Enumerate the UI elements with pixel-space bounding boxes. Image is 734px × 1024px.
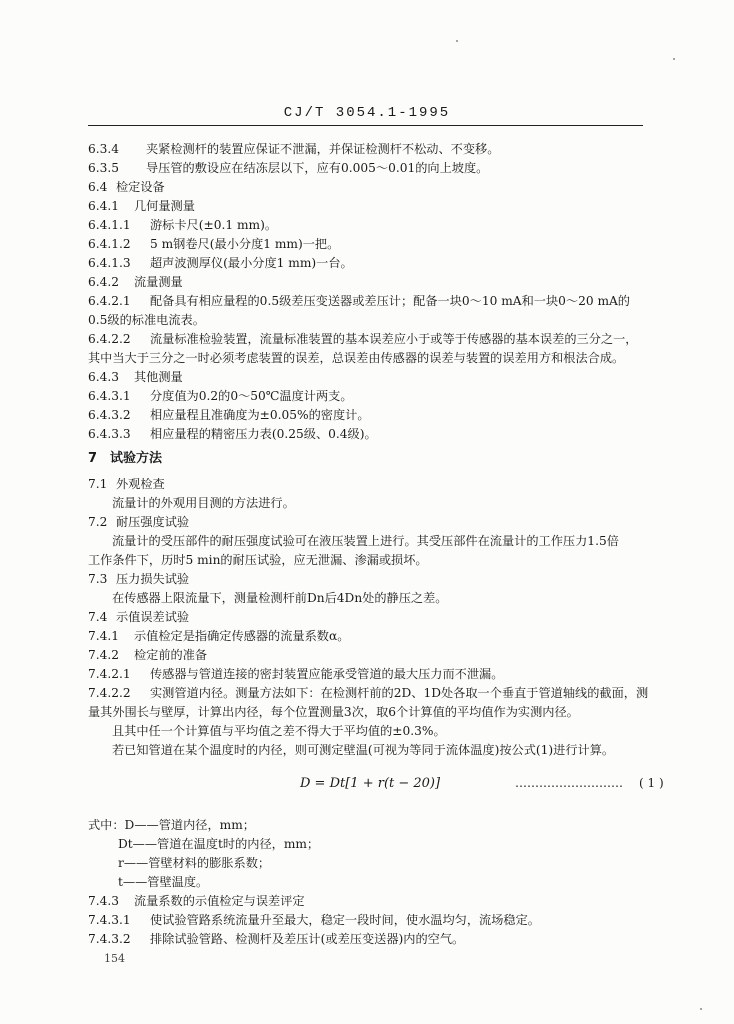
- clause-7-3: 7.3 压力损失试验: [88, 572, 190, 586]
- section-7-title: 7 试验方法: [88, 451, 163, 466]
- clause-7-1-body: 流量计的外观用目测的方法进行。: [112, 496, 295, 510]
- scan-speck: [673, 58, 675, 60]
- page-number: 154: [104, 952, 125, 965]
- clause-7-1: 7.1 外观检查: [88, 477, 165, 491]
- clause-7-2-body: 流量计的受压部件的耐压强度试验可在液压装置上进行。其受压部件在流量计的工作压力1.5倍: [112, 534, 619, 548]
- clause-6-4-3-3: 6.4.3.3 相应量程的精密压力表(0.25级、0.4级)。: [88, 427, 377, 441]
- formula-where-dt: Dt——管道在温度t时的内径，mm；: [118, 837, 320, 851]
- formula-where-d: 式中：D——管道内径，mm；: [88, 818, 255, 832]
- clause-7-2: 7.2 耐压强度试验: [88, 515, 190, 529]
- clause-7-4-2-2-formula-intro: 若已知管道在某个温度时的内径，则可测定壁温(可视为等同于流体温度)按公式(1)进行计算。: [112, 743, 615, 757]
- clause-7-4-2-2-note: 且其中任一个计算值与平均值之差不得大于平均值的±0.3%。: [112, 724, 446, 738]
- clause-7-4-3-2: 7.4.3.2 排除试验管路、检测杆及差压计(或差压变送器)内的空气。: [88, 932, 465, 946]
- clause-6-4-1-2: 6.4.1.2 5 m钢卷尺(最小分度1 mm)一把。: [88, 237, 340, 251]
- formula-1-label: ……………………… ( 1 ): [515, 776, 664, 790]
- clause-6-4-2-2-cont: 其中当大于三分之一时必须考虑装置的误差，总误差由传感器的误差与装置的误差用方和根法合成。: [88, 351, 625, 365]
- scan-speck: [700, 1008, 702, 1010]
- clause-6-4-2-1: 6.4.2.1 配备具有相应量程的0.5级差压变送器或差压计；配备一块0～10 mA和一块0～20 mA的: [88, 294, 630, 308]
- page-header: CJ/T 3054.1-1995: [283, 105, 451, 121]
- scan-speck: [456, 40, 458, 42]
- clause-6-4-3-1: 6.4.3.1 分度值为0.2的0～50℃温度计两支。: [88, 389, 353, 403]
- clause-6-4-1: 6.4.1 几何量测量: [88, 199, 195, 213]
- clause-7-4-2-2-cont: 量其外围长与壁厚，计算出内径，每个位置测量3次，取6个计算值的平均值作为实测内径。: [88, 705, 579, 719]
- header-rule: [88, 125, 643, 126]
- clause-7-4-2-2: 7.4.2.2 实测管道内径。测量方法如下：在检测杆前的2D、1D处各取一个垂直于管道轴线的截面，测: [88, 686, 649, 700]
- clause-7-4-3: 7.4.3 流量系数的示值检定与误差评定: [88, 894, 305, 908]
- clause-6-4-3: 6.4.3 其他测量: [88, 370, 183, 384]
- clause-6-3-5: 6.3.5 导压管的敷设应在结冻层以下，应有0.005～0.01的向上坡度。: [88, 161, 489, 175]
- clause-7-4-3-1: 7.4.3.1 使试验管路系统流量升至最大，稳定一段时间，使水温均匀，流场稳定。: [88, 913, 540, 927]
- clause-7-3-body: 在传感器上限流量下，测量检测杆前Dn后4Dn处的静压之差。: [112, 591, 448, 605]
- formula-where-r: r——管壁材料的膨胀系数；: [118, 856, 271, 870]
- clause-6-4-1-3: 6.4.1.3 超声波测厚仪(最小分度1 mm)一台。: [88, 256, 353, 270]
- clause-6-4: 6.4 检定设备: [88, 180, 165, 194]
- clause-7-4-2: 7.4.2 检定前的准备: [88, 648, 208, 662]
- clause-6-3-4: 6.3.4 夹紧检测杆的装置应保证不泄漏，并保证检测杆不松动、不变移。: [88, 142, 500, 156]
- clause-7-4-2-1: 7.4.2.1 传感器与管道连接的密封装置应能承受管道的最大压力而不泄漏。: [88, 667, 504, 681]
- clause-7-2-body-cont: 工作条件下，历时5 min的耐压试验，应无泄漏、渗漏或损坏。: [88, 553, 428, 567]
- clause-6-4-2-1-cont: 0.5级的标准电流表。: [88, 313, 205, 327]
- clause-6-4-3-2: 6.4.3.2 相应量程且准确度为±0.05%的密度计。: [88, 408, 370, 422]
- clause-6-4-1-1: 6.4.1.1 游标卡尺(±0.1 mm)。: [88, 218, 278, 232]
- formula-where-t: t——管壁温度。: [118, 875, 209, 889]
- formula-1: D = Dt[1 + r(t − 20)]: [300, 776, 441, 791]
- clause-7-4: 7.4 示值误差试验: [88, 610, 190, 624]
- clause-6-4-2: 6.4.2 流量测量: [88, 275, 183, 289]
- clause-6-4-2-2: 6.4.2.2 流量标准检验装置，流量标准装置的基本误差应小于或等于传感器的基本误差的三分之一，: [88, 332, 638, 346]
- clause-7-4-1: 7.4.1 示值检定是指确定传感器的流量系数α。: [88, 629, 350, 643]
